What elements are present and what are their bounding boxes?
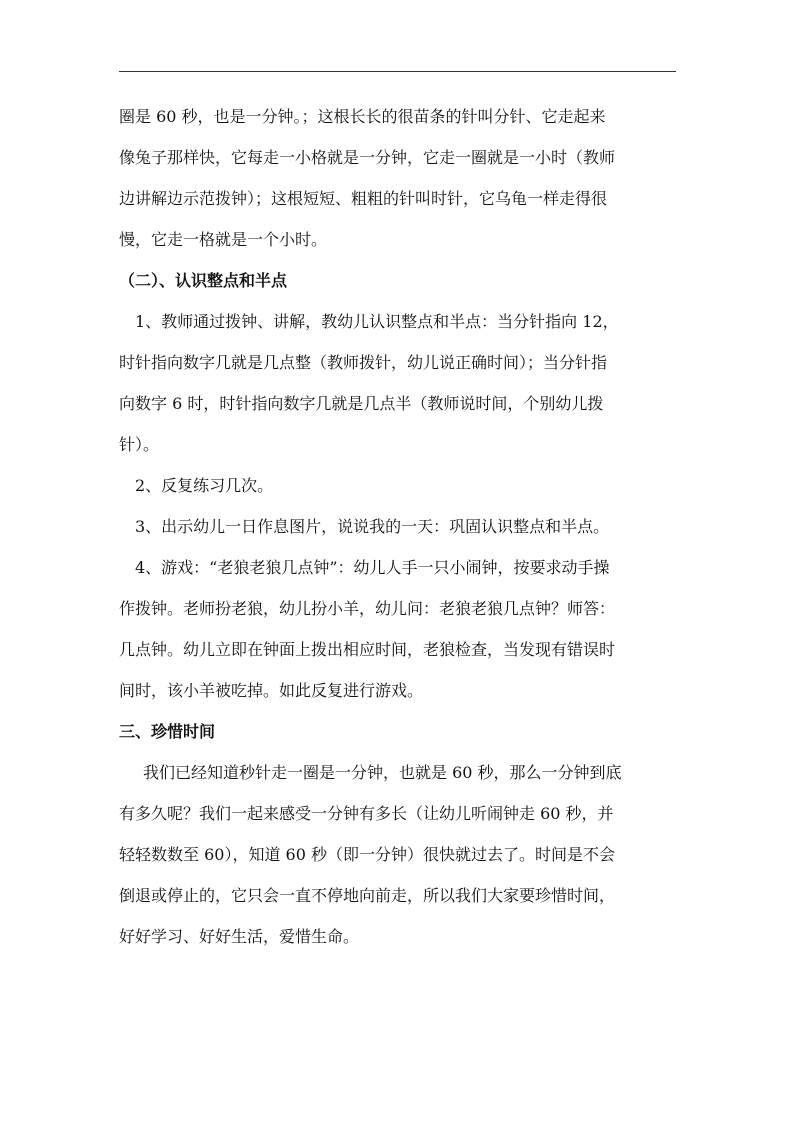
closing-paragraph [119, 752, 679, 957]
section-heading: （二）、认识整点和半点 [119, 271, 288, 290]
intro-paragraph [119, 96, 679, 260]
text-line: 边讲解边示范拨钟）；这根短短、粗粗的针叫时针，它乌龟一样走得很 [119, 189, 608, 208]
list-item: 3、出示幼儿一日作息图片，说说我的一天：巩固认识整点和半点。 [135, 517, 610, 536]
text-line: 好好学习、好好生活，爱惜生命。 [119, 927, 360, 946]
text-line: 我们已经知道秒针走一圈是一分钟，也就是 60 秒，那么一分钟到底 [143, 763, 622, 782]
text-line: 作拨钟。老师扮老狼，幼儿扮小羊，幼儿问：老狼老狼几点钟？师答： [119, 599, 616, 618]
text-line: 几点钟。幼儿立即在钟面上拨出相应时间，老狼检查，当发现有错误时 [119, 640, 616, 659]
text-line: 倒退或停止的，它只会一直不停地向前走，所以我们大家要珍惜时间， [119, 886, 616, 905]
text-line: 针）。 [119, 435, 160, 454]
header-rule [119, 71, 676, 72]
document-body [119, 96, 679, 957]
section-heading: 三、珍惜时间 [119, 722, 216, 741]
text-line: 慢，它走一格就是一个小时。 [119, 230, 328, 249]
text-line: 有多久呢？我们一起来感受一分钟有多长（让幼儿听闹钟走 60 秒，并 [119, 804, 614, 823]
list-item: 2、反复练习几次。 [135, 476, 274, 495]
text-line: 轻轻数数至 60），知道 60 秒（即一分钟）很快就过去了。时间是不会 [119, 845, 615, 864]
text-line: 4、游戏：“老狼老狼几点钟”：幼儿人手一只小闹钟，按要求动手操 [135, 558, 610, 577]
text-line: 时针指向数字几就是几点整（教师拨针，幼儿说正确时间）；当分针指 [119, 353, 608, 372]
list-item [119, 301, 679, 465]
text-line: 圈是 60 秒，也是一分钟。；这根长长的很苗条的针叫分针、它走起来 [119, 107, 606, 126]
text-line: 1、教师通过拨钟、讲解，教幼儿认识整点和半点：当分针指向 12， [135, 312, 619, 331]
text-line: 间时，该小羊被吃掉。如此反复进行游戏。 [119, 681, 424, 700]
text-line: 像兔子那样快，它每走一小格就是一分钟，它走一圈就是一小时（教师 [119, 148, 616, 167]
text-line: 向数字 6 时，时针指向数字几就是几点半（教师说时间，个别幼儿拨 [119, 394, 604, 413]
list-item [119, 547, 679, 711]
